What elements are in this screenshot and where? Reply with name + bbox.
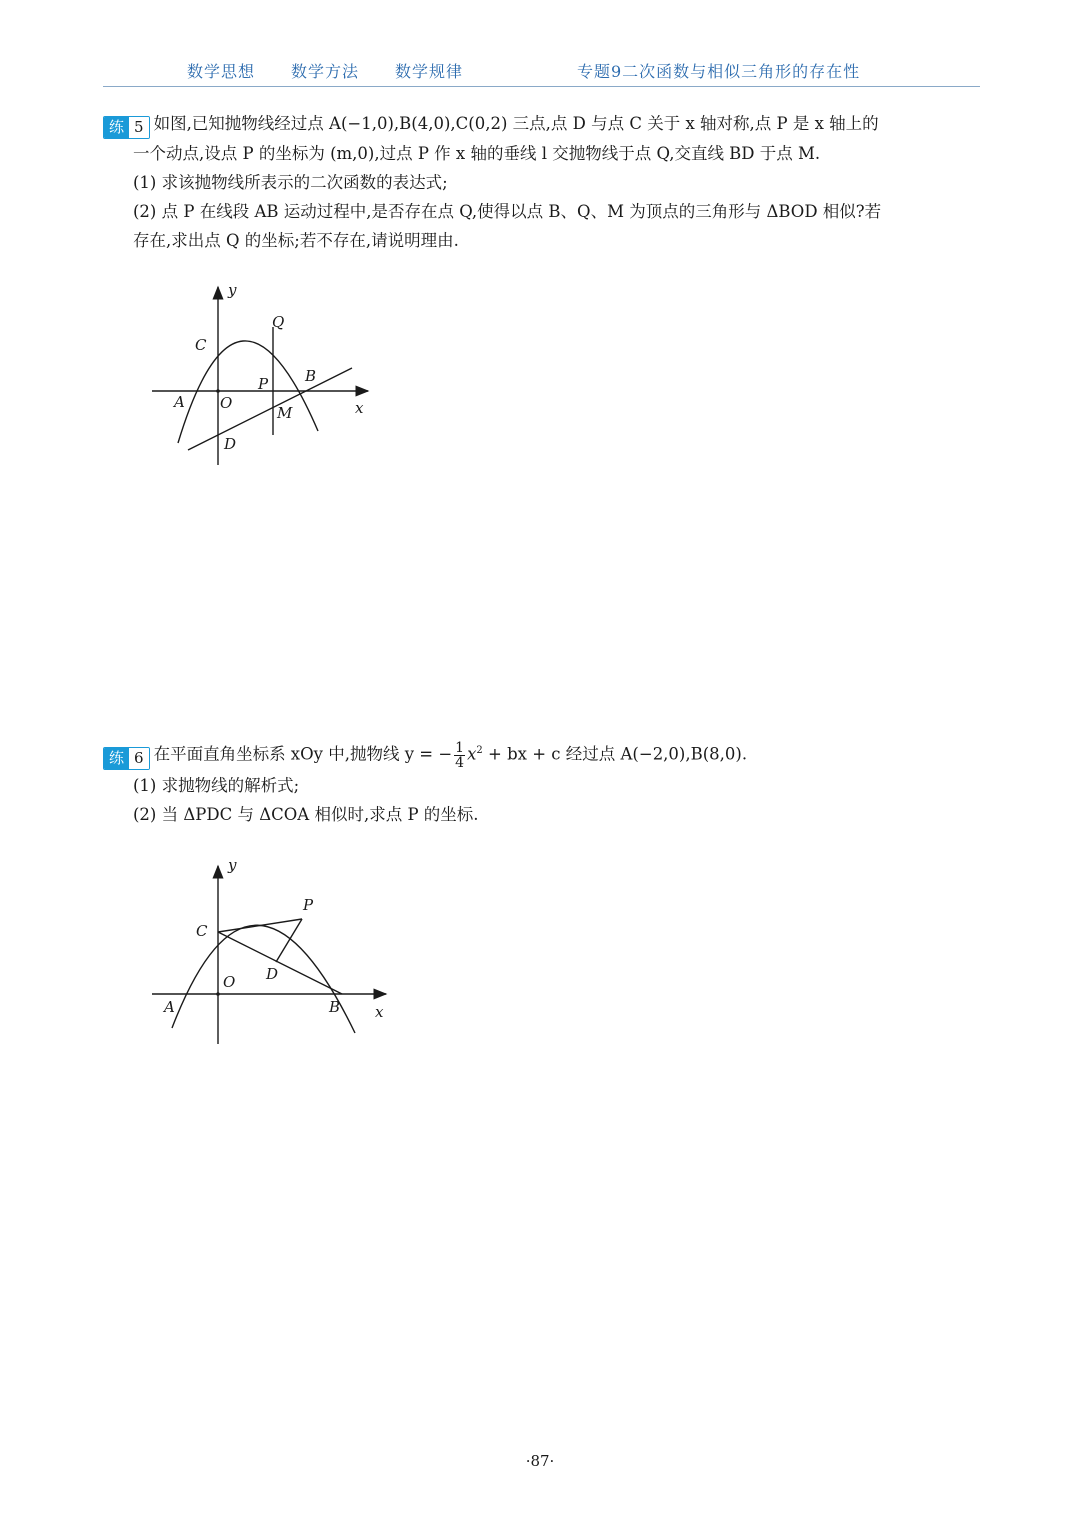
header-item-law: 数学规律 [395,62,464,81]
label-b: B [329,998,341,1016]
exponent: 2 [476,745,483,756]
page-number: ·87· [525,1452,555,1470]
problem-5-question-1: (1) 求该抛物线所表示的二次函数的表达式; [133,173,448,192]
parabola [172,925,355,1033]
label-q: Q [272,313,285,331]
label-x: x [375,1003,384,1021]
tag-label: 练 [104,748,129,769]
variable-x: x [467,744,477,764]
problem-6-text-after: + bx + c 经过点 A(−2,0),B(8,0). [482,744,748,764]
problem-5-line-2: 一个动点,设点 P 的坐标为 (m,0),过点 P 作 x 轴的垂线 l 交抛物线于点 Q,交直线 BD 于点 M. [133,144,821,163]
label-m: M [277,404,293,422]
tag-label: 练 [104,117,129,138]
label-p: P [258,375,269,393]
problem-6 [103,735,983,829]
problem-5-line-1 [103,109,983,139]
problem-5-figure [140,275,390,475]
label-a: A [174,393,185,411]
label-c: C [195,336,207,354]
fraction-numerator: 1 [455,739,465,756]
label-o: O [223,973,236,991]
label-o: O [220,394,233,412]
label-y: y [228,281,237,299]
label-d: D [266,965,279,983]
tag-number: 6 [129,748,149,769]
segment-cb [218,932,342,994]
segment-cp [218,919,302,932]
problem-6-tag [103,747,150,770]
problem-6-figure [140,850,400,1050]
problem-6-question-1: (1) 求抛物线的解析式; [133,775,300,795]
problem-6-question-2: (2) 当 ΔPDC 与 ΔCOA 相似时,求点 P 的坐标. [133,804,479,824]
label-b: B [305,367,317,385]
label-c: C [196,922,208,940]
fraction-denominator: 4 [455,754,465,771]
header-item-thought: 数学思想 [187,62,256,81]
problem-5-question-2-line-2: 存在,求出点 Q 的坐标;若不存在,请说明理由. [133,231,459,250]
problem-5-text-1: 如图,已知抛物线经过点 A(−1,0),B(4,0),C(0,2) 三点,点 D 与点 C 关于 x 轴对称,点 P 是 x 轴上的 [153,114,879,133]
problem-5-question-2-line-1: (2) 点 P 在线段 AB 运动过程中,是否存在点 Q,使得以点 B、Q、M 为顶点的三角形与 ΔBOD 相似?若 [133,202,882,221]
origin-point [216,389,220,393]
label-x: x [355,399,364,417]
problem-5-tag [103,116,150,139]
header-topic: 专题9二次函数与相似三角形的存在性 [577,62,861,81]
label-p: P [303,896,314,914]
line-bd [188,368,352,450]
label-a: A [164,998,175,1016]
parabola [178,341,318,443]
problem-6-text-before: 在平面直角坐标系 xOy 中,抛物线 y = − [153,744,453,764]
origin-point [216,992,220,996]
segment-pd [276,919,302,962]
label-y: y [228,856,237,874]
page-header [103,56,980,87]
tag-number: 5 [129,117,149,138]
problem-6-line-1 [103,735,983,771]
header-item-method: 数学方法 [291,62,360,81]
label-d: D [224,435,237,453]
problem-5 [103,109,983,255]
fraction-one-quarter [454,741,465,770]
